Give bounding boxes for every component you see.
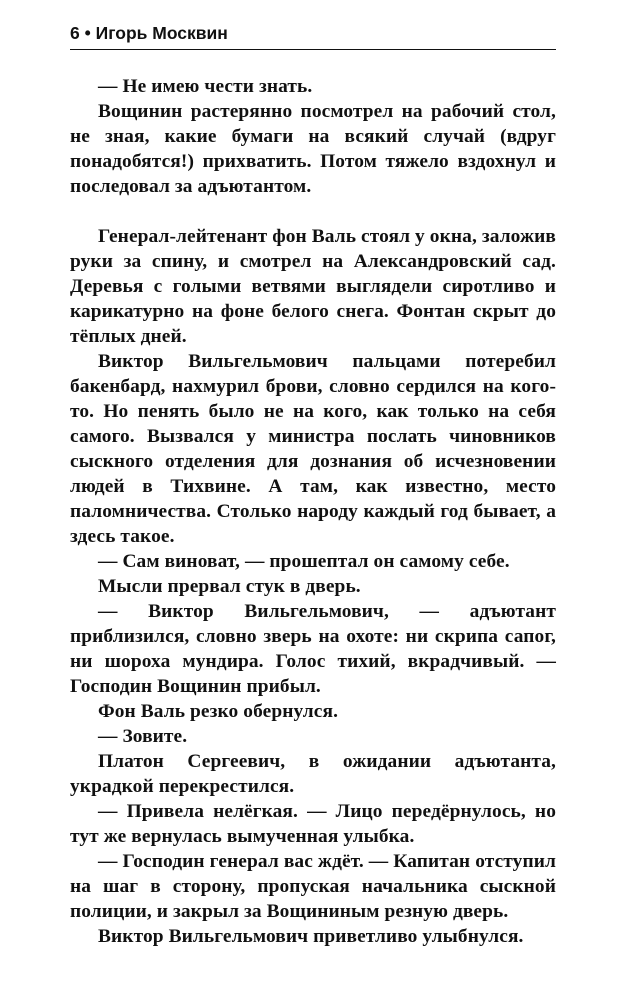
paragraph: — Виктор Вильгельмович, — адъютант приблизился, словно зверь на охоте: ни скрипа сапог, ни шороха мундира. Голос тихий, вкрадчивый. — Господин Вощинин прибыл. (70, 601, 556, 697)
paragraph: — Не имею чести знать. (98, 76, 313, 97)
paragraph: — Сам виноват, — прошептал он самому себе. (98, 551, 510, 572)
paragraph: Генерал-лейтенант фон Валь стоял у окна, заложив руки за спину, и смотрел на Александровский сад. Деревья с голыми ветвями выглядели сиротливо и карикатурно на фоне белого снега. Фонтан скрыт до тёплых дней. (70, 226, 556, 347)
page-number: 6 (70, 23, 80, 43)
paragraph: Вощинин растерянно посмотрел на рабочий стол, не зная, какие бумаги на всякий случай (вдруг понадобятся!) прихватить. Потом тяжело вздохнул и последовал за адъютантом. (70, 101, 556, 197)
paragraph: Мысли прервал стук в дверь. (98, 576, 361, 597)
paragraph: Виктор Вильгельмович приветливо улыбнулся. (98, 926, 524, 947)
paragraph: Виктор Вильгельмович пальцами потеребил бакенбард, нахмурил брови, словно сердился на кого-то. Но пенять было не на кого, как только на себя самого. Вызвался у министра послать чиновников сыскного отделения для дознания об исчезновении людей в Тихвине. А там, как известно, место паломничества. Столько народу каждый год бывает, а здесь такое. (70, 351, 556, 547)
author-name: Игорь Москвин (95, 23, 228, 43)
paragraph: — Зовите. (98, 726, 188, 747)
book-page (70, 22, 556, 949)
running-header (70, 22, 556, 50)
paragraph: Фон Валь резко обернулся. (98, 701, 339, 722)
paragraph: — Господин генерал вас ждёт. — Капитан отступил на шаг в сторону, пропуская начальника сыскной полиции, и закрыл за Вощининым резную дверь. (70, 851, 556, 922)
paragraph: — Привела нелёгкая. — Лицо передёрнулось, но тут же вернулась вымученная улыбка. (70, 801, 556, 847)
page-body (70, 74, 556, 949)
header-separator: • (84, 23, 91, 43)
paragraph: Платон Сергеевич, в ожидании адъютанта, украдкой перекрестился. (70, 751, 556, 797)
